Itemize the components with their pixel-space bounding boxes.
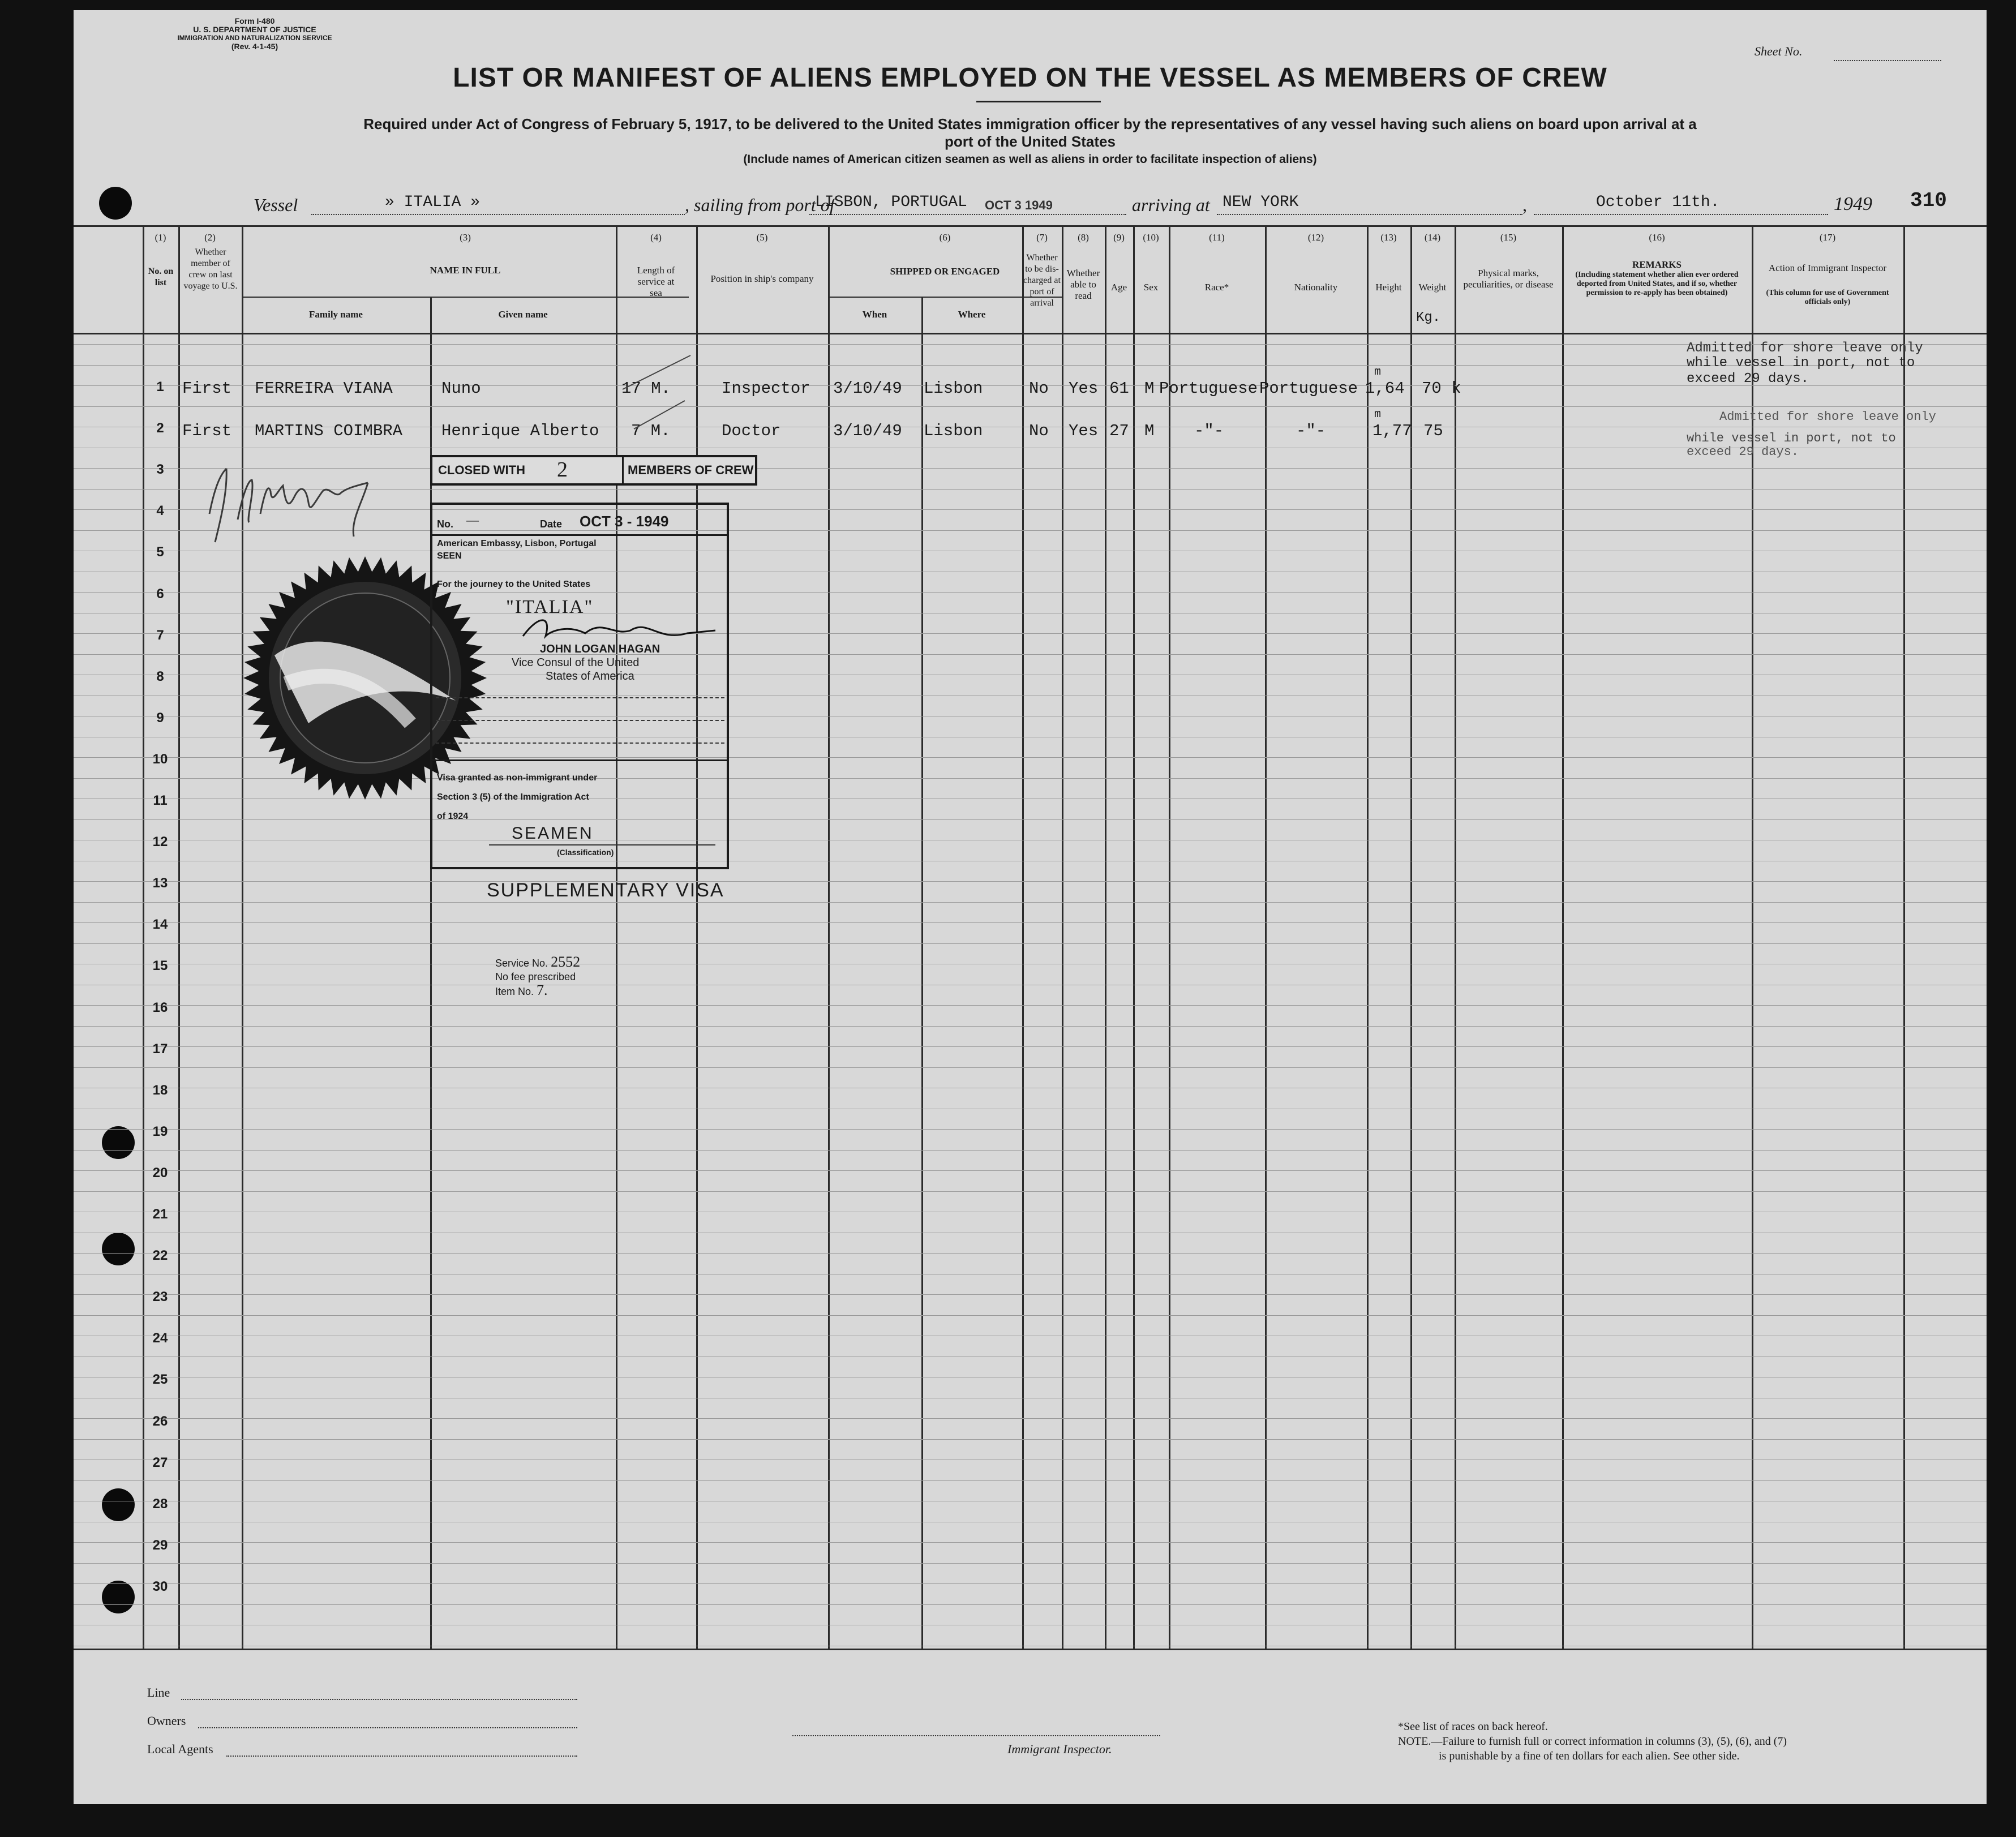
family-name-header: Family name [309, 309, 363, 320]
discharged-cell: No [1029, 422, 1049, 440]
row-number: 14 [152, 917, 168, 933]
col-line [1062, 225, 1063, 1650]
row-number: 15 [152, 958, 168, 974]
ruled-line [74, 922, 1987, 923]
supplementary-visa-note: SUPPLEMENTARY VISA [487, 879, 724, 901]
col2-header: Whether member of crew on last voyage to U.S. [183, 247, 238, 291]
col16-header: REMARKS [1632, 259, 1682, 270]
col11-header: Race* [1204, 282, 1229, 293]
row-number: 26 [152, 1413, 168, 1429]
last-voyage-cell: First [182, 379, 232, 398]
destination-port: NEW YORK [1223, 194, 1299, 211]
row-number: 29 [152, 1537, 168, 1553]
owners-blank [198, 1727, 577, 1728]
where-header: Where [958, 309, 986, 320]
row-number: 2 [156, 420, 164, 436]
visa-grant-text: of 1924 [437, 812, 469, 821]
col15-number: (15) [1500, 232, 1517, 243]
race-footnote: *See list of races on back hereof. [1398, 1720, 1548, 1733]
ruled-line [74, 1253, 1987, 1254]
col4-header: Length of service at sea [637, 265, 675, 298]
consul-title: Vice Consul of the United [512, 656, 640, 669]
position-cell: Doctor [722, 422, 781, 440]
row-number: 28 [152, 1496, 168, 1512]
col13-number: (13) [1380, 232, 1397, 243]
punch-hole [102, 1581, 135, 1613]
pencil-strike-marks [617, 344, 696, 435]
discharged-cell: No [1029, 379, 1049, 398]
embassy-name: American Embassy, Lisbon, Portugal [437, 539, 597, 548]
given-name-header: Given name [498, 309, 548, 320]
row-number: 12 [152, 834, 168, 850]
col-line [1903, 225, 1905, 1650]
fee-item-number: 7. [537, 982, 548, 998]
col-line [1022, 225, 1024, 1650]
punch-hole [102, 1233, 135, 1265]
consul-name: JOHN LOGAN HAGAN [540, 643, 660, 655]
date-blank [1534, 214, 1828, 215]
fee-stamp [495, 955, 580, 998]
race-cell: -"- [1194, 422, 1224, 440]
arrival-year: 1949 [1834, 194, 1872, 214]
col5-header: Position in ship's company [710, 273, 814, 284]
vessel-label: Vessel [254, 195, 298, 215]
closed-stamp-prefix: CLOSED WITH [438, 463, 525, 477]
when-header: When [862, 309, 887, 320]
col-line [430, 297, 432, 1650]
shipped-where-cell: Lisbon [924, 422, 983, 440]
sheet-number-blank [1834, 60, 1941, 61]
sex-cell: M [1144, 422, 1155, 440]
visa-date: OCT 3 - 1949 [580, 513, 669, 530]
col-line [1367, 225, 1369, 1650]
closed-stamp-suffix: MEMBERS OF CREW [628, 463, 754, 477]
ruled-line [74, 1418, 1987, 1419]
col-line [1169, 225, 1170, 1650]
stamp-divider [622, 457, 624, 483]
page-title: LIST OR MANIFEST OF ALIENS EMPLOYED ON THE VESSEL AS MEMBERS OF CREW [453, 63, 1607, 93]
service-length-cell: 17 M. [621, 379, 671, 398]
sheet-number-label: Sheet No. [1755, 44, 1803, 58]
remark-cell: while vessel in port, not to [1687, 431, 1896, 445]
visa-vessel: "ITALIA" [506, 596, 594, 617]
col5-number: (5) [756, 232, 768, 243]
row-number: 22 [152, 1248, 168, 1264]
ruled-line [74, 1563, 1987, 1564]
col11-number: (11) [1209, 232, 1225, 243]
row-number: 1 [156, 379, 164, 394]
ruled-line [74, 1542, 1987, 1543]
col-line [1562, 225, 1564, 1650]
ruled-line [74, 943, 1987, 944]
col14-header: Weight [1418, 282, 1447, 293]
row-number: 27 [152, 1454, 168, 1470]
row-number: 13 [152, 875, 168, 891]
form-dept: U. S. DEPARTMENT OF JUSTICE [193, 25, 316, 34]
ruled-line [74, 406, 1987, 407]
local-agents-label: Local Agents [147, 1742, 213, 1756]
ruled-line [74, 1150, 1987, 1151]
col16-note: (Including statement whether alien ever ordered deported from United States, and if so, whether permission to re-apply has been obtained) [1575, 271, 1739, 297]
arriving-label: arriving at [1132, 195, 1210, 215]
col1-header: No. on list [148, 267, 174, 287]
table-top-border [74, 225, 1987, 227]
col15-header: Physical marks, peculiarities, or disease [1463, 268, 1554, 290]
ruled-line [74, 1480, 1987, 1481]
row-number: 10 [152, 751, 168, 767]
col-line [696, 225, 698, 1650]
col13-header: Height [1375, 282, 1402, 293]
ruled-line [74, 1046, 1987, 1047]
row-number: 23 [152, 1289, 168, 1305]
height-unit: m [1374, 408, 1382, 421]
ruled-line [74, 881, 1987, 882]
name-subheader-rule [242, 297, 689, 298]
ruled-line [74, 1129, 1987, 1130]
stamp-blank [436, 742, 724, 744]
able-to-read-cell: Yes [1069, 379, 1099, 398]
col3-header: NAME IN FULL [430, 265, 501, 276]
vessel-name: » ITALIA » [385, 194, 481, 211]
col9-number: (9) [1113, 232, 1125, 243]
journey-label: For the journey to the United States [437, 580, 591, 589]
port-blank [809, 214, 1126, 215]
comma: , [1522, 195, 1527, 215]
col-line [828, 225, 830, 1650]
col17-header: Action of Immigrant Inspector [1768, 263, 1887, 273]
punch-hole [102, 1126, 135, 1159]
row-number: 11 [153, 793, 168, 808]
last-voyage-cell: First [182, 422, 232, 440]
vessel-blank [311, 214, 685, 215]
sailing-label: , sailing from port of [685, 195, 835, 215]
ruled-line [74, 1026, 1987, 1027]
inspector-blank [792, 1735, 1160, 1736]
col-line [178, 225, 180, 1650]
ruled-line [74, 1170, 1987, 1171]
penalty-note: NOTE.—Failure to furnish full or correct information in columns (3), (5), (6), and (7) [1398, 1735, 1787, 1748]
weight-cell: 70 k [1422, 379, 1461, 398]
consular-visa-stamp [430, 503, 729, 869]
row-number: 5 [156, 544, 164, 560]
col-line [616, 225, 617, 1650]
subtitle-line: port of the United States [945, 133, 1116, 150]
col-line [143, 225, 144, 1650]
title-rule [976, 101, 1101, 102]
closed-crew-count: 2 [557, 458, 568, 482]
sheet-serial: 310 [1910, 189, 1947, 212]
col-line [1133, 225, 1135, 1650]
stamp-rule [432, 759, 727, 761]
col8-header: Whether able to read [1066, 268, 1100, 301]
ruled-line [74, 1315, 1987, 1316]
fee-service-label: Service No. [495, 958, 548, 969]
family-name-cell: FERREIRA VIANA [255, 379, 393, 398]
punch-hole [102, 1488, 135, 1521]
remark-cell: Admitted for shore leave only [1687, 341, 1923, 356]
line-blank [181, 1699, 577, 1700]
col17-number: (17) [1819, 232, 1836, 243]
row-number: 9 [156, 710, 164, 726]
stamp-rule [489, 844, 715, 845]
visa-grant-text: Section 3 (5) of the Immigration Act [437, 792, 589, 802]
agents-blank [226, 1756, 577, 1757]
col4-number: (4) [650, 232, 662, 243]
remark-cell: exceed 29 days. [1687, 445, 1799, 459]
shipped-when-cell: 3/10/49 [833, 422, 902, 440]
col-line [242, 225, 243, 1650]
subtitle-line: (Include names of American citizen seamen as well as aliens in order to facilitate inspection of aliens) [743, 153, 1317, 166]
col9-header: Age [1110, 282, 1127, 293]
col17-note: (This column for use of Government officials only) [1766, 289, 1889, 306]
sex-cell: M [1144, 379, 1155, 398]
subtitle [130, 115, 1930, 168]
ruled-line [74, 1294, 1987, 1295]
row-number: 19 [152, 1123, 168, 1139]
destination-blank [1217, 214, 1522, 215]
classification-label: (Classification) [557, 848, 614, 857]
consul-signature [517, 613, 721, 647]
visa-grant-text: Visa granted as non-immigrant under [437, 773, 598, 783]
table-bottom-border [74, 1649, 1987, 1650]
fee-service-number: 2552 [551, 954, 581, 970]
form-service: IMMIGRATION AND NATURALIZATION SERVICE [177, 34, 332, 42]
nationality-cell: -"- [1296, 422, 1326, 440]
ruled-line [74, 1583, 1987, 1584]
row-number: 24 [152, 1330, 168, 1346]
line-label: Line [147, 1685, 170, 1699]
row-number: 6 [156, 586, 164, 602]
row-number: 16 [152, 999, 168, 1015]
ruled-line [74, 1191, 1987, 1192]
row-number: 30 [152, 1578, 168, 1594]
row-number: 18 [152, 1082, 168, 1098]
departure-port: LISBON, PORTUGAL [815, 194, 967, 211]
arrival-date: October 11th. [1596, 194, 1720, 211]
col8-number: (8) [1078, 232, 1089, 243]
col-line [1105, 225, 1106, 1650]
immigrant-inspector-label: Immigrant Inspector. [1007, 1742, 1112, 1756]
vessel-line [74, 191, 1987, 220]
form-id: Form I-480 [234, 16, 275, 25]
inspector-initials-signature [198, 452, 402, 548]
col-line [921, 297, 923, 1650]
col10-header: Sex [1143, 282, 1159, 293]
row-number: 17 [152, 1041, 168, 1057]
ruled-line [74, 1439, 1987, 1440]
row-number: 3 [156, 462, 164, 478]
col16-number: (16) [1649, 232, 1665, 243]
ruled-line [74, 1005, 1987, 1006]
remark-cell: Admitted for shore leave only [1719, 410, 1936, 424]
col7-number: (7) [1036, 232, 1048, 243]
stamp-blank [436, 697, 724, 698]
col7-header: Whether to be dis-charged at port of arrival [1023, 253, 1061, 308]
col14-number: (14) [1424, 232, 1441, 243]
manifest-sheet [74, 10, 1987, 1804]
col-line [1455, 225, 1456, 1650]
departure-stamp-date: OCT 3 1949 [985, 198, 1053, 212]
shipped-where-cell: Lisbon [924, 379, 983, 398]
visa-date-label: Date [540, 518, 563, 530]
visa-number-label: No. [437, 518, 453, 530]
stamp-rule [432, 534, 727, 536]
shipped-when-cell: 3/10/49 [833, 379, 902, 398]
col2-number: (2) [204, 232, 216, 243]
row-number: 21 [152, 1207, 168, 1222]
family-name-cell: MARTINS COIMBRA [255, 422, 403, 440]
ruled-line [74, 902, 1987, 903]
position-cell: Inspector [722, 379, 810, 398]
visa-number: — [466, 513, 479, 527]
row-number: 7 [156, 627, 164, 643]
fee-text: No fee prescribed [495, 971, 576, 982]
row-number: 20 [152, 1165, 168, 1181]
service-length-cell: 7 M. [631, 422, 671, 440]
col3-number: (3) [460, 232, 471, 243]
weight-cell: 75 [1423, 422, 1443, 440]
age-cell: 61 [1109, 379, 1129, 398]
seen-label: SEEN [437, 551, 462, 561]
subtitle-line: Required under Act of Congress of February 5, 1917, to be delivered to the United States immigration officer by the representatives of any vessel having such aliens on board upon arrival at a [363, 115, 1697, 132]
form-id-block [175, 17, 334, 51]
owners-label: Owners [147, 1714, 186, 1728]
row-number: 4 [156, 503, 164, 519]
remark-cell: exceed 29 days. [1687, 371, 1809, 387]
col6-number: (6) [939, 232, 951, 243]
given-name-cell: Henrique Alberto [441, 422, 599, 440]
height-cell: 1,77 [1372, 422, 1412, 440]
fee-item-label: Item No. [495, 986, 534, 997]
visa-classification: SEAMEN [512, 824, 594, 843]
race-cell: Portuguese [1159, 379, 1258, 398]
height-unit: m [1374, 366, 1382, 379]
table-header-border [74, 333, 1987, 334]
age-cell: 27 [1109, 422, 1129, 440]
consul-title: States of America [546, 670, 634, 683]
col10-number: (10) [1143, 232, 1159, 243]
closed-with-stamp [430, 455, 757, 486]
footnotes [1398, 1719, 1787, 1763]
row-number: 8 [156, 668, 164, 684]
col12-header: Nationality [1294, 282, 1338, 293]
ruled-line [74, 819, 1987, 820]
remark-cell: while vessel in port, not to [1687, 355, 1915, 371]
col6-header: SHIPPED OR ENGAGED [890, 266, 1000, 277]
row-number: 25 [152, 1372, 168, 1388]
nationality-cell: Portuguese [1259, 379, 1358, 398]
ruled-line [74, 1604, 1987, 1605]
stamp-blank [436, 720, 724, 721]
ruled-line [74, 1067, 1987, 1068]
given-name-cell: Nuno [441, 379, 481, 398]
form-rev: (Rev. 4-1-45) [231, 42, 278, 51]
col12-number: (12) [1307, 232, 1324, 243]
penalty-note: is punishable by a fine of ten dollars for each alien. See other side. [1439, 1750, 1740, 1762]
height-cell: 1,64 [1365, 379, 1405, 398]
col1-number: (1) [155, 232, 166, 243]
weight-unit: Kg. [1416, 310, 1441, 325]
able-to-read-cell: Yes [1069, 422, 1099, 440]
col-line [1265, 225, 1267, 1650]
